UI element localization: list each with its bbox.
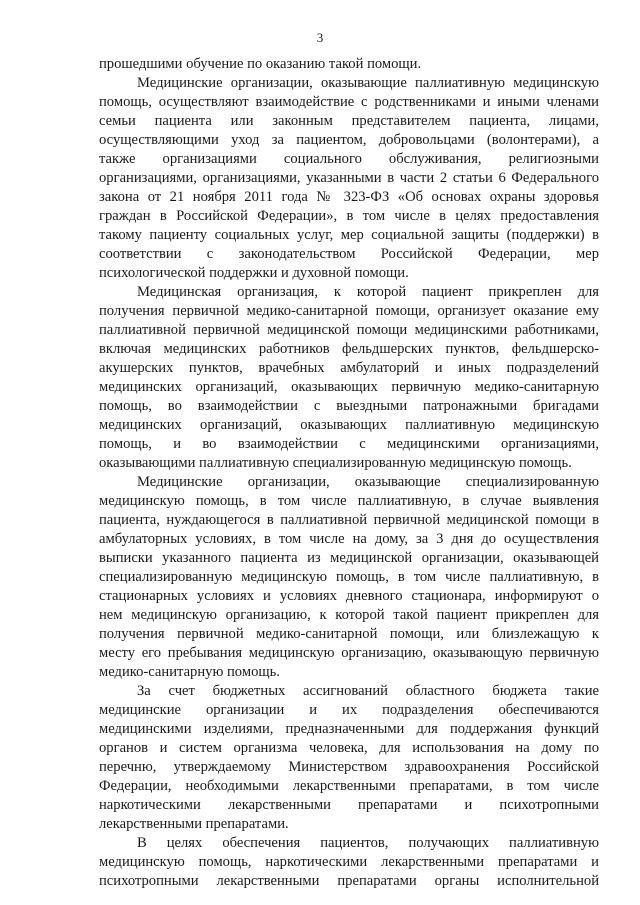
text-line: помощь, и во взаимодействии с медицинскими организациями,: [99, 436, 599, 452]
paragraph: [99, 834, 599, 891]
paragraph: [99, 283, 599, 473]
text-line: лекарственными препаратами.: [99, 816, 289, 832]
text-line: Медицинские организации, оказывающие паллиативную медицинскую: [137, 75, 599, 91]
text-line: организациями, организациями, указанными в части 2 статьи 6 Федерального: [99, 170, 599, 186]
text-line: Федерации, необходимыми лекарственными препаратами, в том числе: [99, 778, 599, 794]
text-line: получения первичной медико-санитарной помощи, или близлежащую к: [99, 626, 599, 642]
text-line: медицинскими изделиями, предназначенными для поддержания функций: [99, 721, 599, 737]
text-line: семьи пациента или законным представителем пациента, лицами,: [99, 113, 599, 129]
text-line: психологической поддержки и духовной помощи.: [99, 265, 409, 281]
text-line: Медицинские организации, оказывающие специализированную: [137, 474, 599, 490]
text-line: психотропными лекарственными препаратами органы исполнительной: [99, 873, 599, 889]
text-line: медицинских организаций, оказывающих паллиативную медицинскую: [99, 417, 599, 433]
text-line: органов и систем организма человека, для использования на дому по: [99, 740, 599, 756]
text-line: Медицинская организация, к которой пациент прикреплен для: [137, 284, 599, 300]
text-line: получения первичной медико-санитарной помощи, организует оказание ему: [99, 303, 599, 319]
text-line: помощь, осуществляют взаимодействие с родственниками и иными членами: [99, 94, 599, 110]
paragraph: [99, 473, 599, 682]
text-line: паллиативной первичной медицинской помощи медицинскими работниками,: [99, 322, 599, 338]
text-line: медицинскую помощь, в том числе паллиативную, в случае выявления: [99, 493, 599, 509]
text-line: оказывающими паллиативную специализированную медицинскую помощь.: [99, 455, 572, 471]
paragraph: [99, 55, 599, 74]
text-line: медицинских организаций, оказывающих первичную медико-санитарную: [99, 379, 599, 395]
text-line: медико-санитарную помощь.: [99, 664, 280, 680]
text-line: перечню, утверждаемому Министерством здравоохранения Российской: [99, 759, 599, 775]
text-line: закона от 21 ноября 2011 года № 323-ФЗ «Об основах охраны здоровья: [99, 189, 599, 205]
text-line: В целях обеспечения пациентов, получающих паллиативную: [137, 835, 599, 851]
text-line: нем медицинскую организацию, к которой такой пациент прикреплен для: [99, 607, 599, 623]
text-line: включая медицинских работников фельдшерских пунктов, фельдшерско-: [99, 341, 599, 357]
text-line: стационарных условиях и условиях дневного стационара, информируют о: [99, 588, 599, 604]
text-line: пациента, нуждающегося в паллиативной первичной медицинской помощи в: [99, 512, 599, 528]
text-line: прошедшими обучение по оказанию такой помощи.: [99, 56, 422, 72]
page-number: 3: [316, 30, 324, 45]
text-line: такому пациенту социальных услуг, мер социальной защиты (поддержки) в: [99, 227, 599, 243]
text-line: осуществляющими уход за пациентом, добровольцами (волонтерами), а: [99, 132, 599, 148]
text-line: наркотическими лекарственными препаратами и психотропными: [99, 797, 599, 813]
text-line: медицинские организации и их подразделения обеспечиваются: [99, 702, 599, 718]
paragraph: [99, 74, 599, 283]
text-line: соответствии с законодательством Российской Федерации, мер: [99, 246, 599, 262]
text-line: граждан в Российской Федерации», в том числе в целях предоставления: [99, 208, 599, 224]
text-line: также организациями социального обслуживания, религиозными: [99, 151, 599, 167]
text-line: акушерских пунктов, врачебных амбулаторий и иных подразделений: [99, 360, 599, 376]
text-line: медицинскую помощь, наркотическими лекарственными препаратами и: [99, 854, 599, 870]
text-line: специализированную медицинскую помощь, в том числе паллиативную, в: [99, 569, 599, 585]
text-line: выписки указанного пациента из медицинской организации, оказывающей: [99, 550, 599, 566]
text-line: месту его пребывания медицинскую организацию, оказывающую первичную: [99, 645, 599, 661]
paragraph: [99, 682, 599, 834]
text-line: помощь, во взаимодействии с выездными патронажными бригадами: [99, 398, 599, 414]
document-body: [99, 55, 599, 891]
text-line: За счет бюджетных ассигнований областного бюджета такие: [137, 683, 599, 699]
text-line: амбулаторных условиях, в том числе на дому, за 3 дня до осуществления: [99, 531, 599, 547]
